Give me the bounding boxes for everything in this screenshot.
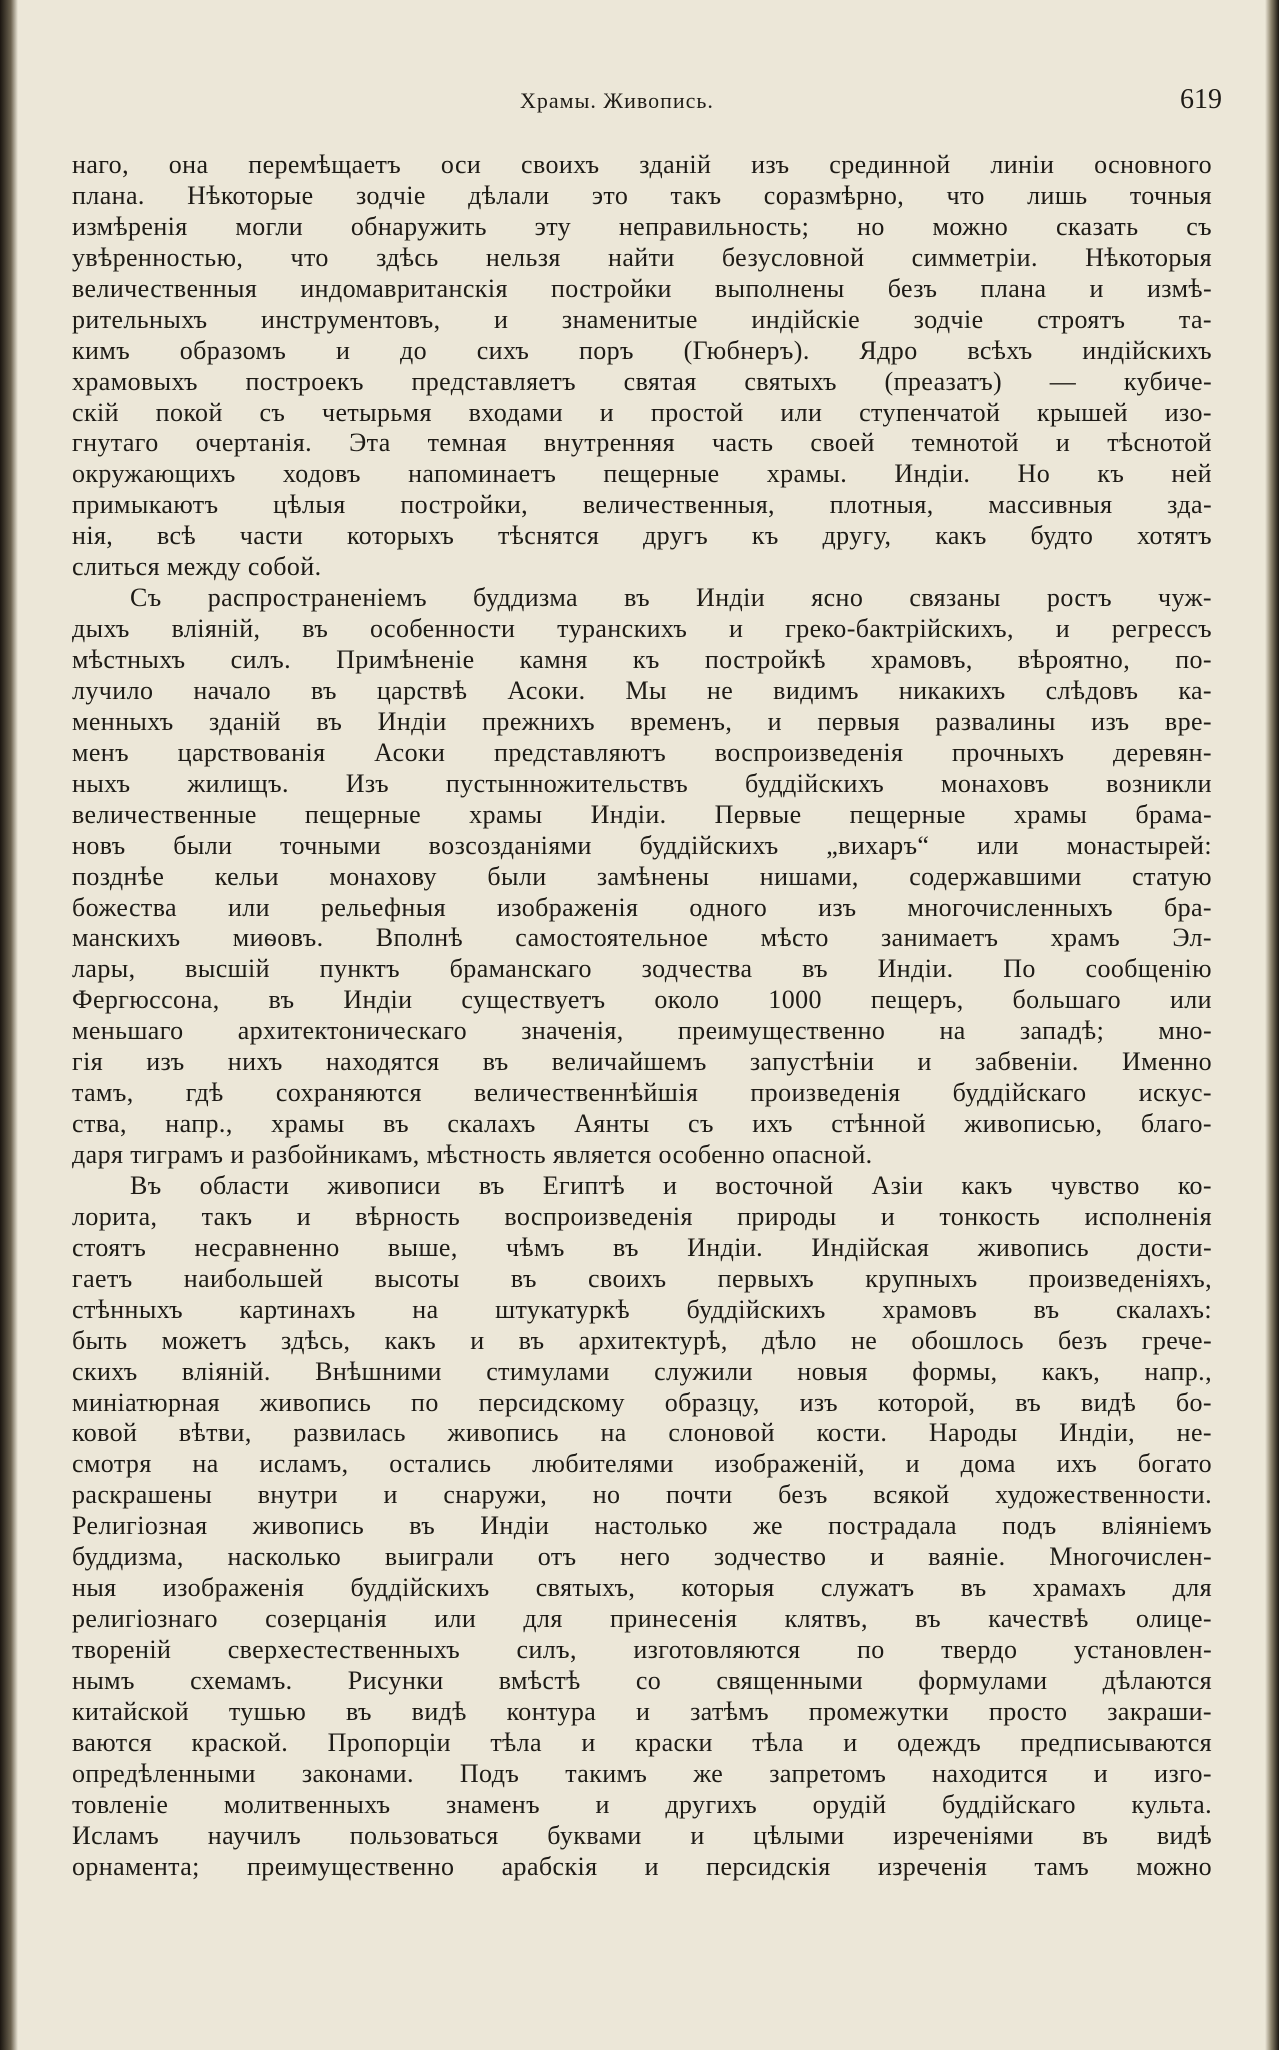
text-line: лары, высшій пунктъ браманскаго зодчества въ Индіи. По сообщенію: [72, 954, 1212, 984]
page-number: 619: [1180, 84, 1222, 115]
text-line: божества или рельефныя изображенія одного изъ многочисленныхъ бра-: [72, 892, 1212, 922]
text-line: ства, напр., храмы въ скалахъ Аянты съ ихъ стѣнной живописью, благо-: [72, 1109, 1212, 1139]
text-line: быть можетъ здѣсь, какъ и въ архитектурѣ, дѣло не обошлось безъ грече-: [72, 1325, 1212, 1355]
text-line: нія, всѣ части которыхъ тѣснятся другъ къ другу, какъ будто хотятъ: [72, 521, 1212, 551]
text-line: раскрашены внутри и снаружи, но почти безъ всякой художественности.: [72, 1480, 1212, 1510]
text-line: тамъ, гдѣ сохраняются величественнѣйшія произведенія буддійскаго искус-: [72, 1078, 1212, 1108]
text-line: окружающихъ ходовъ напоминаетъ пещерные храмы. Индіи. Но къ ней: [72, 459, 1212, 489]
text-line: скій покой съ четырьмя входами и простой или ступенчатой крышей изо-: [72, 397, 1212, 427]
text-line: орнамента; преимущественно арабскія и персидскія изреченія тамъ можно: [72, 1851, 1212, 1881]
page-edge-right: [1265, 0, 1279, 2050]
text-line: Фергюссона, въ Индіи существуетъ около 1000 пещеръ, большаго или: [72, 985, 1212, 1015]
text-line: наго, она перемѣщаетъ оси своихъ зданій изъ срединной линіи основного: [72, 150, 1212, 179]
text-line: плана. Нѣкоторые зодчіе дѣлали это такъ соразмѣрно, что лишь точныя: [72, 180, 1212, 210]
text-line: лорита, такъ и вѣрность воспроизведенія природы и тонкость исполненія: [72, 1201, 1212, 1231]
text-line: религіознаго созерцанія или для принесенія клятвъ, въ качествѣ олице-: [72, 1604, 1212, 1634]
text-line: гнутаго очертанія. Эта темная внутренняя часть своей темнотой и тѣснотой: [72, 428, 1212, 458]
text-line: Въ области живописи въ Египтѣ и восточной Азіи какъ чувство ко-: [130, 1170, 1212, 1200]
text-line: увѣренностью, что здѣсь нельзя найти безусловной симметріи. Нѣкоторыя: [72, 242, 1212, 272]
text-line: даря тиграмъ и разбойникамъ, мѣстность является особенно опасной.: [72, 1140, 873, 1169]
text-line: гія изъ нихъ находятся въ величайшемъ запустѣніи и забвеніи. Именно: [72, 1047, 1212, 1077]
text-line: новъ были точными возсозданіями буддійскихъ „вихаръ“ или монастырей:: [72, 830, 1212, 860]
text-line: твореній сверхестественныхъ силъ, изготовляются по твердо установлен-: [72, 1635, 1212, 1664]
running-head: [0, 84, 1279, 128]
text-line: манскихъ миѳовъ. Вполнѣ самостоятельное мѣсто занимаетъ храмъ Эл-: [72, 923, 1212, 953]
text-line: стѣнныхъ картинахъ на штукатуркѣ буддійскихъ храмовъ въ скалахъ:: [72, 1294, 1212, 1324]
body-text: [72, 150, 1212, 1883]
text-line: дыхъ вліяній, въ особенности туранскихъ и греко-бактрійскихъ, и регрессъ: [72, 614, 1212, 644]
text-line: миніатюрная живопись по персидскому образцу, изъ которой, въ видѣ бо-: [72, 1387, 1212, 1417]
text-line: рительныхъ инструментовъ, и знаменитые индійскіе зодчіе строятъ та-: [72, 304, 1212, 334]
text-line: Религіозная живопись въ Индіи настолько же пострадала подъ вліяніемъ: [72, 1511, 1212, 1541]
text-line: ковой вѣтви, развилась живопись на слоновой кости. Народы Индіи, не-: [72, 1418, 1212, 1448]
text-line: кимъ образомъ и до сихъ поръ (Гюбнеръ). Ядро всѣхъ индійскихъ: [72, 335, 1212, 365]
text-line: нымъ схемамъ. Рисунки вмѣстѣ со священными формулами дѣлаются: [72, 1665, 1212, 1695]
text-line: храмовыхъ построекъ представляетъ святая святыхъ (преазатъ) — кубиче-: [72, 366, 1212, 396]
text-line: скихъ вліяній. Внѣшними стимулами служили новыя формы, какъ, напр.,: [72, 1356, 1212, 1386]
text-line: смотря на исламъ, остались любителями изображеній, и дома ихъ богато: [72, 1449, 1212, 1479]
text-line: Съ распространеніемъ буддизма въ Индіи ясно связаны ростъ чуж-: [130, 583, 1212, 613]
text-line: товленіе молитвенныхъ знаменъ и другихъ орудій буддійскаго культа.: [72, 1789, 1212, 1819]
running-title: Храмы. Живопись.: [520, 88, 714, 113]
text-line: Исламъ научилъ пользоваться буквами и цѣлыми изреченіями въ видѣ: [72, 1820, 1212, 1850]
text-line: гаетъ наибольшей высоты въ своихъ первыхъ крупныхъ произведеніяхъ,: [72, 1263, 1212, 1293]
text-line: менъ царствованія Асоки представляютъ воспроизведенія прочныхъ деревян-: [72, 737, 1212, 767]
text-line: опредѣленными законами. Подъ такимъ же запретомъ находится и изго-: [72, 1758, 1212, 1788]
text-line: измѣренія могли обнаружить эту неправильность; но можно сказать съ: [72, 211, 1212, 241]
text-line: мѣстныхъ силъ. Примѣненіе камня къ постройкѣ храмовъ, вѣроятно, по-: [72, 645, 1212, 674]
text-line: менныхъ зданій въ Индіи прежнихъ временъ, и первыя развалины изъ вре-: [72, 706, 1212, 736]
text-line: слиться между собой.: [72, 552, 322, 582]
text-line: буддизма, насколько выиграли отъ него зодчество и ваяніе. Многочислен-: [72, 1542, 1212, 1572]
text-line: лучило начало въ царствѣ Асоки. Мы не видимъ никакихъ слѣдовъ ка-: [72, 675, 1212, 705]
page-edge-left: [0, 0, 18, 2050]
text-line: величественныя индомавританскія постройки выполнены безъ плана и измѣ-: [72, 273, 1212, 303]
text-line: китайской тушью въ видѣ контура и затѣмъ промежутки просто закраши-: [72, 1696, 1212, 1726]
text-line: ваются краской. Пропорціи тѣла и краски тѣла и одеждъ предписываются: [72, 1727, 1212, 1757]
text-line: примыкаютъ цѣлыя постройки, величественныя, плотныя, массивныя зда-: [72, 490, 1212, 520]
text-line: ныя изображенія буддійскихъ святыхъ, которыя служатъ въ храмахъ для: [72, 1573, 1212, 1603]
text-line: величественные пещерные храмы Индіи. Первые пещерные храмы брама-: [72, 799, 1212, 829]
text-line: меньшаго архитектоническаго значенія, преимущественно на западѣ; мно-: [72, 1016, 1212, 1046]
text-line: стоятъ несравненно выше, чѣмъ въ Индіи. Индійская живопись дости-: [72, 1232, 1212, 1262]
text-line: ныхъ жилищъ. Изъ пустынножительствъ буддійскихъ монаховъ возникли: [72, 768, 1212, 798]
text-line: позднѣе кельи монахову были замѣнены нишами, содержавшими статую: [72, 861, 1212, 891]
